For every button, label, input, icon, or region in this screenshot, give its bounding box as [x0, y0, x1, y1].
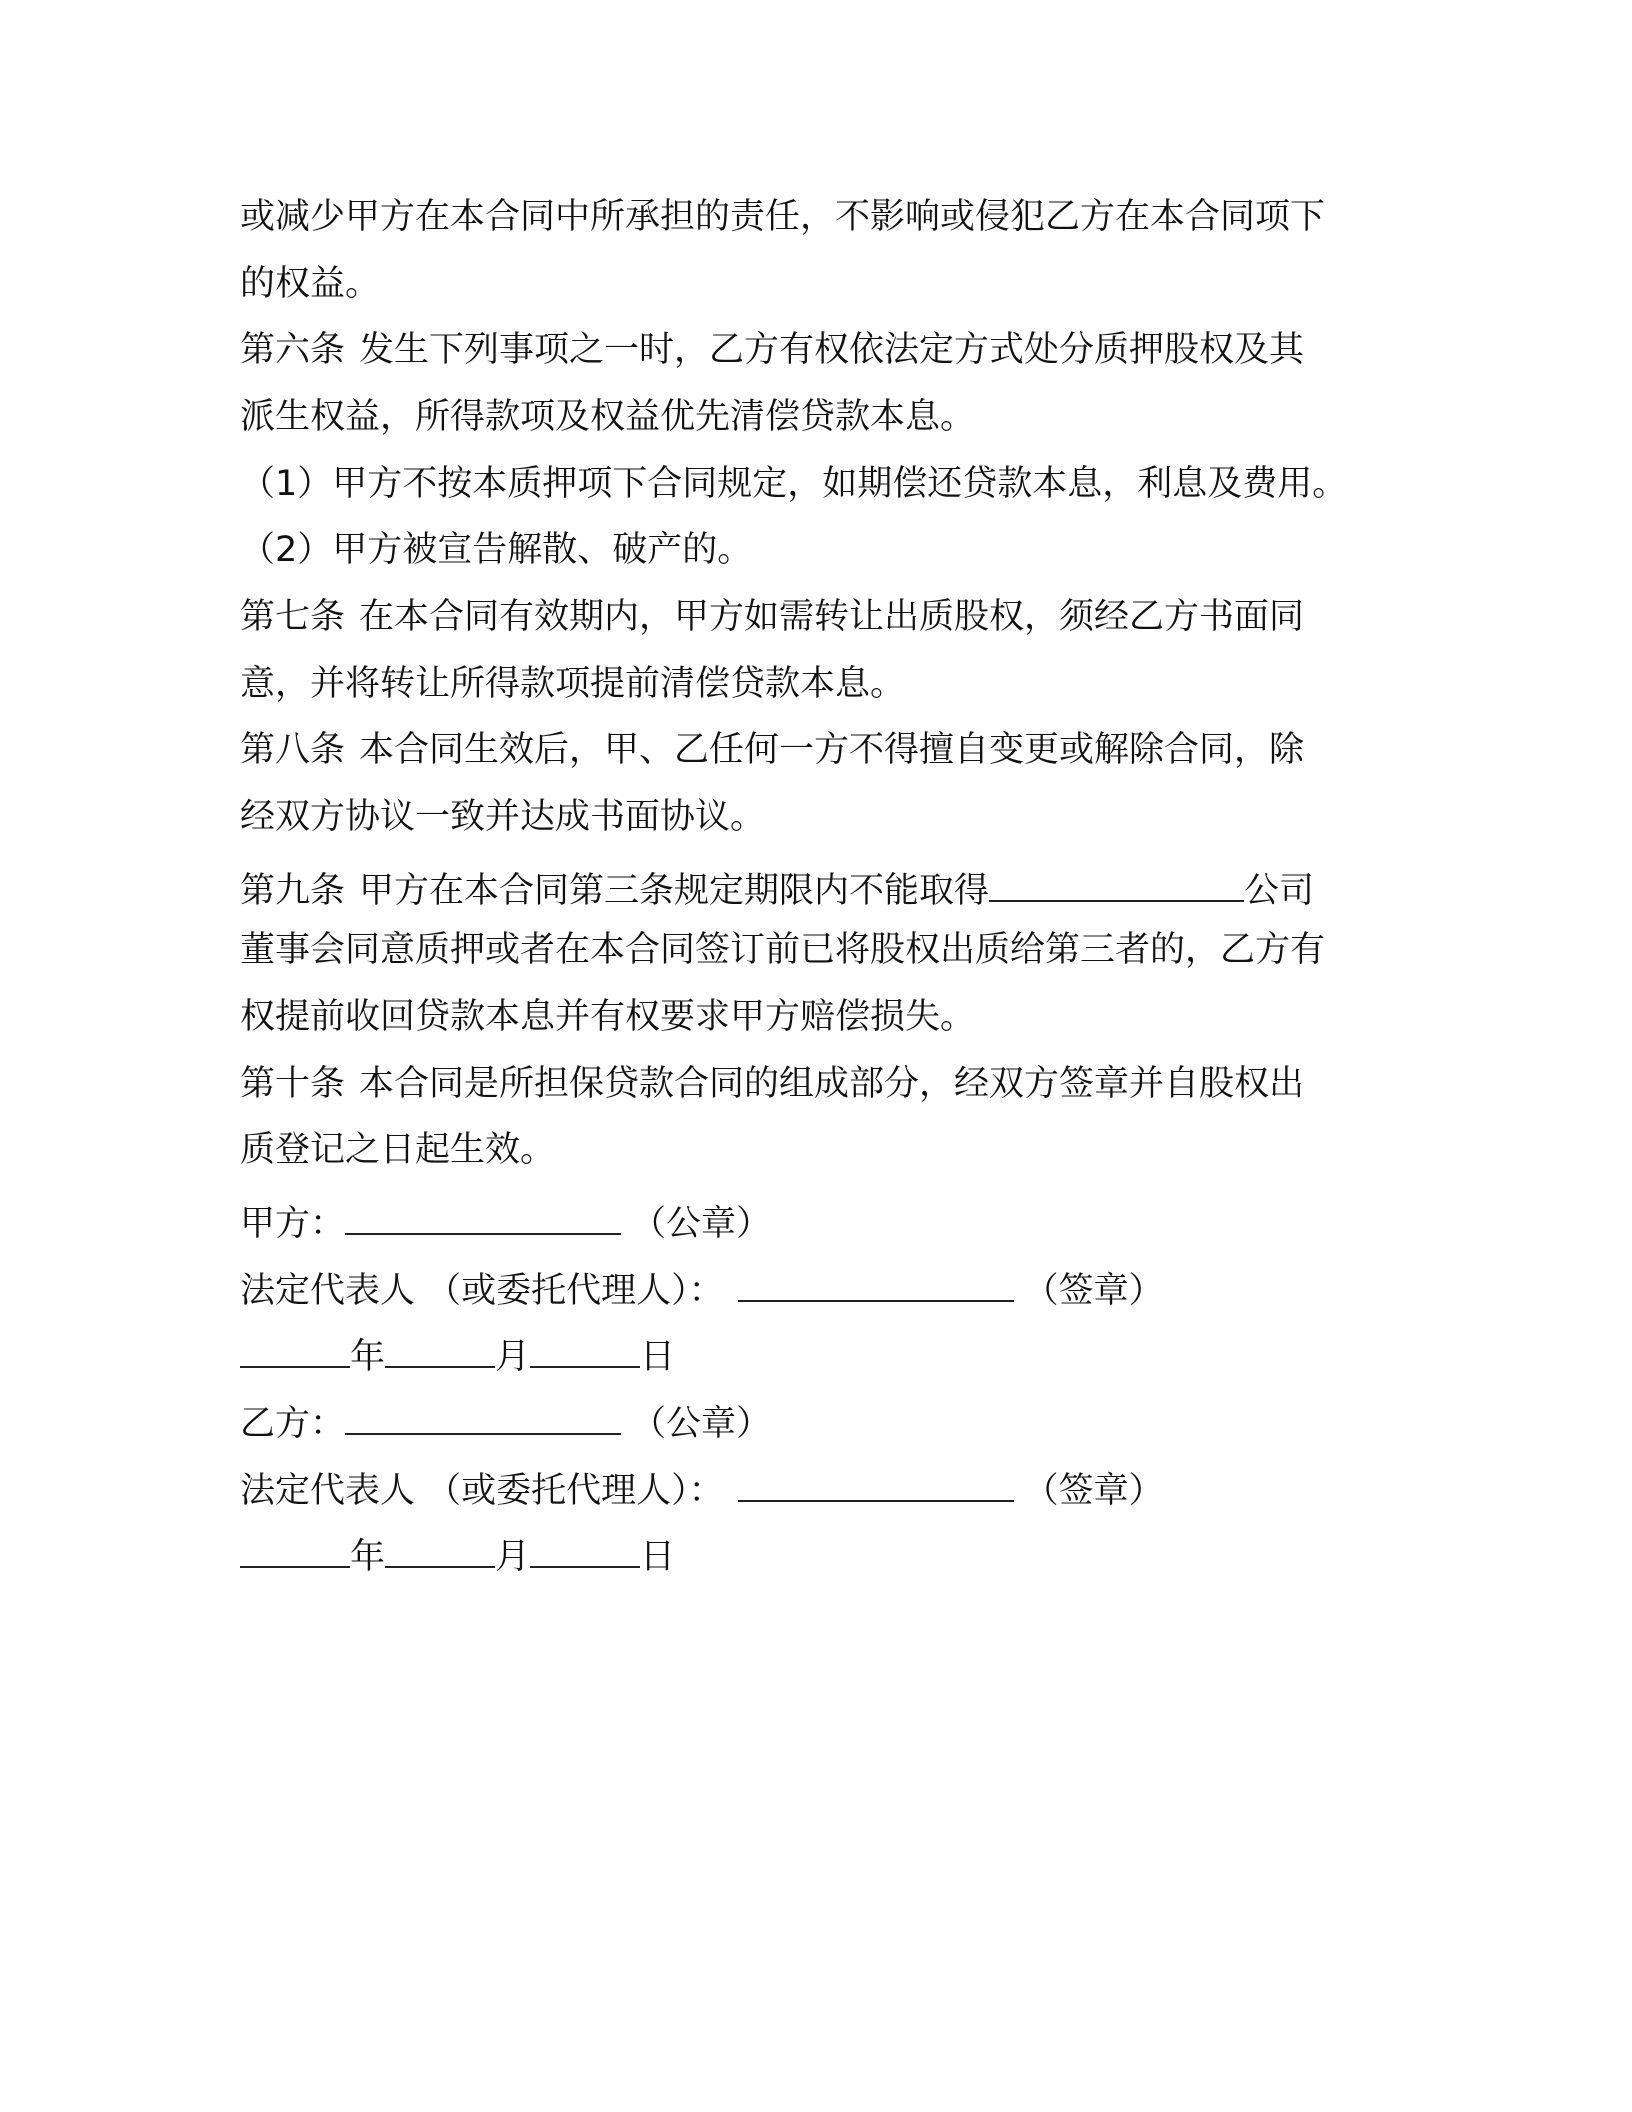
party-b-label: 乙方：	[240, 1404, 346, 1444]
article-label: 第八条	[240, 730, 346, 770]
day-label: 日	[640, 1337, 676, 1377]
text: 公司	[1244, 871, 1315, 911]
year-blank[interactable]	[240, 1528, 350, 1568]
party-b-blank[interactable]	[345, 1395, 621, 1435]
article-label: 第九条	[240, 871, 346, 911]
text: 权提前收回贷款本息并有权要求甲方赔偿损失。	[240, 997, 976, 1037]
paragraph-line	[240, 662, 1400, 706]
month-blank[interactable]	[385, 1528, 495, 1568]
article-8	[240, 728, 1400, 772]
paragraph-line	[240, 395, 1400, 439]
text: 派生权益，所得款项及权益优先清偿贷款本息。	[240, 397, 976, 437]
day-blank[interactable]	[530, 1328, 640, 1368]
seal-label: （公章）	[631, 1404, 772, 1444]
sign-label: （签章）	[1023, 1271, 1164, 1311]
text: 在本合同有效期内，甲方如需转让出质股权，须经乙方书面同	[359, 597, 1305, 637]
article-7	[240, 595, 1400, 639]
day-label: 日	[640, 1537, 676, 1577]
company-blank[interactable]	[989, 862, 1244, 902]
text: （2）甲方被宣告解散、破产的。	[240, 530, 753, 570]
rep-a-blank[interactable]	[738, 1262, 1014, 1302]
date-b-row	[240, 1528, 1400, 1579]
party-a-row	[240, 1195, 1400, 1246]
article-label: 第六条	[240, 330, 346, 370]
seal-label: （公章）	[631, 1204, 772, 1244]
paragraph-line	[240, 1128, 1400, 1172]
day-blank[interactable]	[530, 1528, 640, 1568]
party-b-row	[240, 1395, 1400, 1446]
year-label: 年	[350, 1337, 386, 1377]
month-label: 月	[495, 1537, 531, 1577]
rep-a-row	[240, 1262, 1400, 1313]
rep-label: 法定代表人 （或委托代理人）：	[240, 1471, 724, 1511]
text: 质登记之日起生效。	[240, 1130, 556, 1170]
paragraph-line	[240, 995, 1400, 1039]
paragraph-line	[240, 928, 1400, 972]
text: 发生下列事项之一时，乙方有权依法定方式处分质押股权及其	[359, 330, 1305, 370]
month-label: 月	[495, 1337, 531, 1377]
party-a-label: 甲方：	[240, 1204, 346, 1244]
text: 的权益。	[240, 264, 381, 304]
text: 董事会同意质押或者在本合同签订前已将股权出质给第三者的，乙方有	[240, 930, 1326, 970]
article-6	[240, 328, 1400, 372]
text: 甲方在本合同第三条规定期限内不能取得	[359, 871, 990, 911]
text: 或减少甲方在本合同中所承担的责任，不影响或侵犯乙方在本合同项下	[240, 197, 1326, 237]
date-a-row	[240, 1328, 1400, 1379]
year-blank[interactable]	[240, 1328, 350, 1368]
article-10	[240, 1062, 1400, 1106]
party-a-blank[interactable]	[345, 1195, 621, 1235]
month-blank[interactable]	[385, 1328, 495, 1368]
text: 本合同是所担保贷款合同的组成部分，经双方签章并自股权出	[359, 1064, 1305, 1104]
article-label: 第十条	[240, 1064, 346, 1104]
text: 本合同生效后，甲、乙任何一方不得擅自变更或解除合同，除	[359, 730, 1305, 770]
rep-label: 法定代表人 （或委托代理人）：	[240, 1271, 724, 1311]
paragraph-line	[240, 262, 1400, 306]
text: （1）甲方不按本质押项下合同规定，如期偿还贷款本息，利息及费用。	[240, 464, 1348, 504]
rep-b-blank[interactable]	[738, 1462, 1014, 1502]
year-label: 年	[350, 1537, 386, 1577]
article-label: 第七条	[240, 597, 346, 637]
sign-label: （签章）	[1023, 1471, 1164, 1511]
list-item	[240, 528, 1400, 572]
paragraph-line	[240, 795, 1400, 839]
article-9	[240, 862, 1400, 913]
text: 意，并将转让所得款项提前清偿贷款本息。	[240, 664, 906, 704]
list-item	[240, 462, 1400, 506]
text: 经双方协议一致并达成书面协议。	[240, 797, 766, 837]
rep-b-row	[240, 1462, 1400, 1513]
paragraph-line	[240, 195, 1400, 239]
